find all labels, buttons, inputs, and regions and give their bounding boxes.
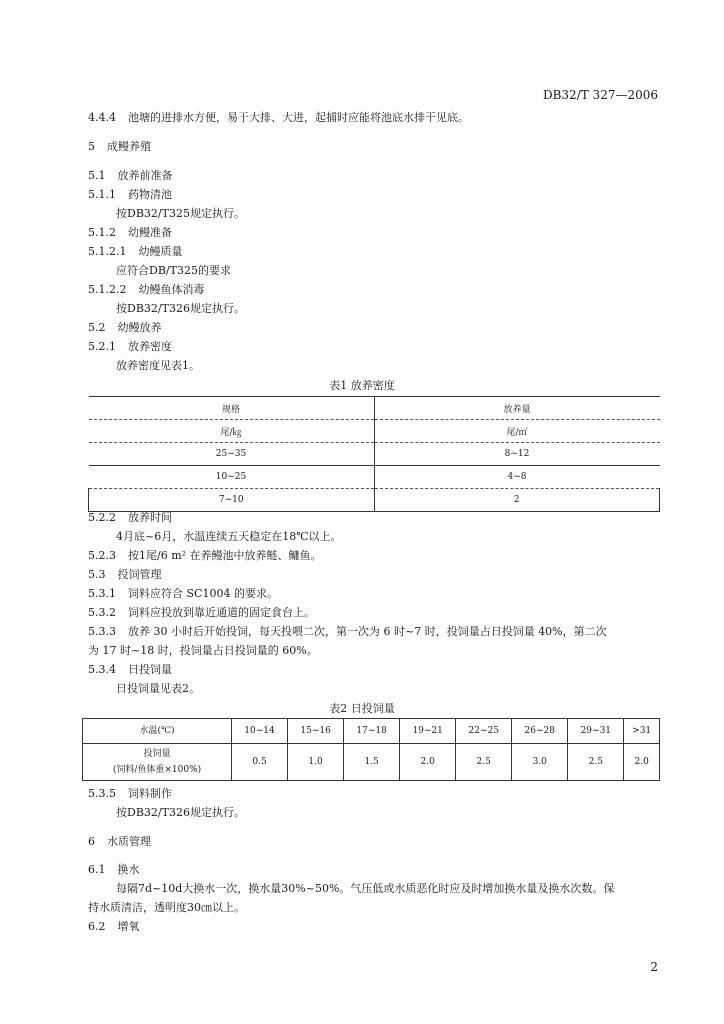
heading-5-2 [88, 320, 162, 336]
clause-4-4-4 [88, 110, 469, 126]
clause-5-2-3 [88, 548, 322, 564]
clause-text: 放养密度 [128, 340, 172, 353]
clause-number: 5.1.2.1 [88, 245, 127, 258]
table-cell: 7~10 [89, 489, 375, 512]
table-cell: 0.5 [232, 744, 288, 781]
heading-5-1 [88, 168, 173, 184]
clause-text: 幼鳗鱼体消毒 [138, 283, 205, 296]
table-unit-cell: 尾/㎏ [89, 420, 375, 443]
body-text: 按DB32/T326规定执行。 [116, 806, 245, 819]
label-line: 投饲量 [143, 749, 171, 759]
table-cell: 8~12 [374, 443, 660, 466]
table-cell: 2 [374, 489, 660, 512]
table-cell: 25~35 [89, 443, 375, 466]
table-cell: 19~21 [400, 719, 456, 744]
clause-number: 6 [88, 835, 95, 848]
table-cell: 3.0 [512, 744, 568, 781]
heading-5-1-2-1 [88, 244, 182, 260]
table-row [83, 744, 660, 781]
table-cell: 2.0 [624, 744, 660, 781]
body-text: 为 17 时~18 时，投饲量占日投饲量的 60%。 [88, 644, 318, 657]
clause-text: 饲料应符合 SC1004 的要求。 [128, 587, 278, 600]
table-row [89, 466, 660, 489]
clause-number: 5.3.5 [88, 787, 116, 800]
table-cell: 17~18 [344, 719, 400, 744]
clause-text: 放养 30 小时后开始投饲，每天投喂二次，第一次为 6 时~7 时，投饲量占日投饲量 40%，第二次 [128, 625, 607, 638]
clause-5-3-3 [88, 624, 607, 640]
clause-number: 5.1 [88, 169, 106, 182]
heading-5-3-4 [88, 662, 172, 678]
clause-number: 5.3 [88, 568, 106, 581]
table2-caption: 表2 日投饲量 [329, 702, 395, 715]
body-text: 持水质清洁，透明度30㎝以上。 [88, 901, 245, 914]
label-line: (饲料/鱼体重×100%) [112, 765, 202, 775]
clause-text: 成鳗养殖 [107, 140, 151, 153]
clause-text: 增氧 [117, 920, 140, 933]
clause-5-3-2 [88, 605, 315, 621]
table-row [89, 443, 660, 466]
heading-5-2-2 [88, 510, 172, 526]
heading-5-1-2-2 [88, 282, 204, 298]
body-text: 放养密度见表1。 [116, 359, 200, 372]
table-row [83, 719, 660, 744]
clause-number: 4.4.4 [88, 111, 116, 124]
clause-number: 5.1.1 [88, 188, 116, 201]
clause-number: 6.1 [88, 863, 106, 876]
page-number: 2 [650, 960, 658, 974]
table-row [89, 397, 660, 420]
table-daily-feeding [82, 718, 660, 781]
table-cell: >31 [624, 719, 660, 744]
document-code: DB32/T 327—2006 [542, 88, 658, 102]
clause-number: 5.3.2 [88, 606, 116, 619]
clause-text: 投饲管理 [117, 568, 162, 581]
clause-number: 5.1.2.2 [88, 283, 127, 296]
table-header-cell: 放养量 [374, 397, 660, 420]
table-unit-cell: 尾/㎡ [374, 420, 660, 443]
heading-5-3 [88, 567, 162, 583]
table-cell: 22~25 [456, 719, 512, 744]
clause-text: 幼鳗准备 [128, 226, 172, 239]
body-text: 应符合DB/T325的要求 [116, 264, 231, 277]
clause-number: 5 [88, 140, 95, 153]
body-text: 每隔7d~10d大换水一次，换水量30%~50%。气压低或水质恶化时应及时增加换水量及换水次数。保 [116, 882, 615, 895]
heading-6-1 [88, 862, 140, 878]
clause-text: 池塘的进排水方便，易于大排、大进，起捕时应能将池底水排干见底。 [128, 111, 469, 124]
clause-number: 5.2.1 [88, 340, 116, 353]
body-text: 4月底~6月，水温连续五天稳定在18℃以上。 [116, 530, 342, 543]
table-cell: 26~28 [512, 719, 568, 744]
table1-caption: 表1 放养密度 [329, 379, 395, 392]
clause-number: 5.2.3 [88, 549, 116, 562]
table-row [89, 420, 660, 443]
clause-number: 5.3.3 [88, 625, 116, 638]
table-header-cell: 规格 [89, 397, 375, 420]
clause-text: 日投饲量 [128, 663, 172, 676]
clause-text: 饲料应投放到靠近通道的固定食台上。 [128, 606, 315, 619]
clause-text: 放养前准备 [117, 169, 173, 182]
clause-number: 5.1.2 [88, 226, 116, 239]
clause-text: 按1尾/6 m² 在养鳗池中放养鲢、鳙鱼。 [128, 549, 322, 562]
heading-5 [88, 139, 151, 155]
heading-5-1-2 [88, 225, 172, 241]
table-header-cell: 水温(℃) [83, 719, 232, 744]
heading-5-2-1 [88, 339, 172, 355]
table-stocking-density [88, 396, 660, 512]
clause-text: 药物清池 [128, 188, 172, 201]
clause-number: 5.3.4 [88, 663, 116, 676]
clause-text: 放养时间 [128, 511, 172, 524]
table-cell: 15~16 [288, 719, 344, 744]
clause-5-3-1 [88, 586, 278, 602]
body-text: 按DB32/T326规定执行。 [116, 302, 245, 315]
table-cell: 2.5 [456, 744, 512, 781]
table-cell: 10~14 [232, 719, 288, 744]
clause-text: 水质管理 [107, 835, 151, 848]
clause-number: 5.2.2 [88, 511, 116, 524]
clause-text: 饲料制作 [128, 787, 172, 800]
body-text: 日投饲量见表2。 [116, 682, 200, 695]
table-cell: 29~31 [568, 719, 624, 744]
heading-6-2 [88, 919, 140, 935]
heading-5-1-1 [88, 187, 172, 203]
heading-5-3-5 [88, 786, 172, 802]
table-cell: 2.5 [568, 744, 624, 781]
clause-number: 6.2 [88, 920, 106, 933]
clause-number: 5.2 [88, 321, 106, 334]
heading-6 [88, 834, 151, 850]
table-cell: 1.0 [288, 744, 344, 781]
table-row [89, 489, 660, 512]
table-cell: 1.5 [344, 744, 400, 781]
clause-number: 5.3.1 [88, 587, 116, 600]
clause-text: 幼鳗质量 [138, 245, 183, 258]
table-cell: 4~8 [374, 466, 660, 489]
body-text: 按DB32/T325规定执行。 [116, 207, 245, 220]
table-header-cell [83, 744, 232, 781]
table-cell: 2.0 [400, 744, 456, 781]
clause-text: 换水 [117, 863, 140, 876]
table-cell: 10~25 [89, 466, 375, 489]
clause-text: 幼鳗放养 [117, 321, 162, 334]
